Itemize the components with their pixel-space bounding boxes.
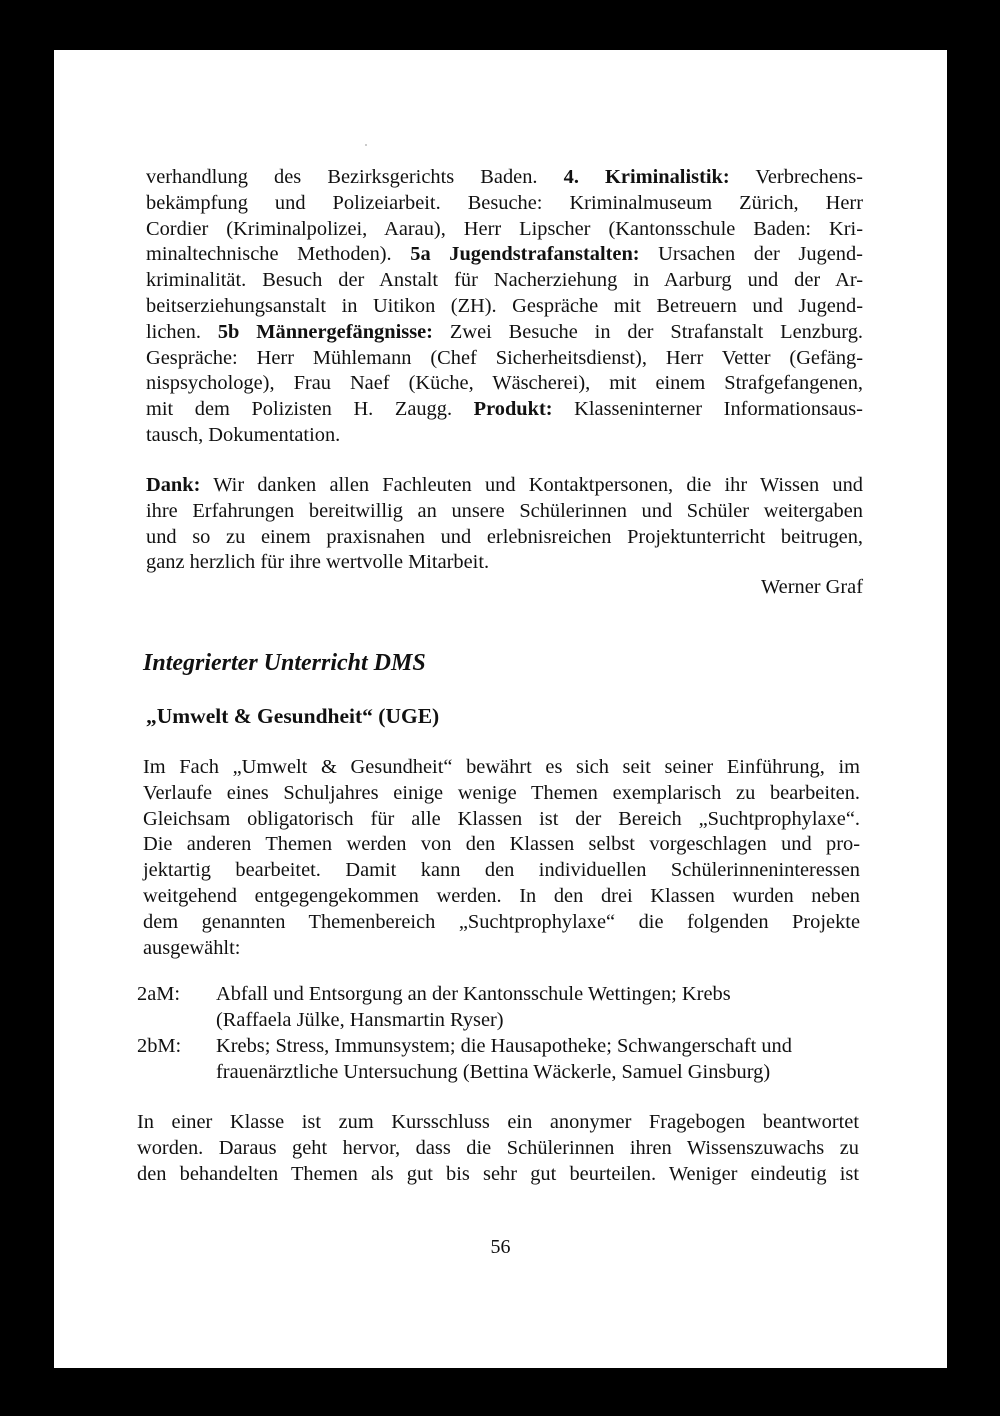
text-run: Die anderen Themen werden von den Klassen selbst vorgeschlagen und pro- <box>143 833 860 856</box>
project-description <box>216 982 731 1034</box>
class-code: 2bM: <box>137 1035 182 1057</box>
bold-text: 5b Männergefängnisse: <box>217 320 433 343</box>
text-line <box>143 910 860 936</box>
text-line <box>146 242 863 268</box>
text-run: kriminalität. Besuch der Anstalt für Nacherziehung in Aarburg und der Ar- <box>146 269 863 292</box>
text-line <box>146 550 863 576</box>
text-run: Verlaufe eines Schuljahres einige wenige Themen exemplarisch zu bearbeiten. <box>143 781 860 804</box>
text-run: Klasseninterner Informationsaus- <box>552 398 863 421</box>
project-line: (Raffaela Jülke, Hansmartin Ryser) <box>216 1008 504 1031</box>
text-line <box>143 858 860 884</box>
text-run: lichen. <box>146 320 218 343</box>
list-item <box>137 1034 877 1086</box>
text-run: nispsychologe), Frau Naef (Küche, Wäscherei), mit einem Strafgefangenen, <box>146 372 863 395</box>
text-run: dem genannten Themenbereich „Suchtprophylaxe“ die folgenden Projekte <box>143 910 860 933</box>
page-number: 56 <box>490 1236 511 1258</box>
text-line <box>137 1110 859 1136</box>
project-line: frauenärztliche Untersuchung (Bettina Wäckerle, Samuel Ginsburg) <box>216 1060 771 1083</box>
text-line <box>143 807 860 833</box>
text-run: bekämpfung und Polizeiarbeit. Besuche: Kriminalmuseum Zürich, Herr <box>146 191 863 214</box>
text-line <box>146 397 863 423</box>
text-line <box>146 346 863 372</box>
text-line <box>146 320 863 346</box>
paragraph-acknowledgement <box>146 473 863 576</box>
text-line <box>146 165 863 191</box>
text-run: ganz herzlich für ihre wertvolle Mitarbeit. <box>146 551 490 574</box>
text-run: Wir danken allen Fachleuten und Kontaktpersonen, die ihr Wissen und <box>200 474 863 496</box>
text-run: Ursachen der Jugend- <box>639 243 863 266</box>
author-signature: Werner Graf <box>761 576 863 598</box>
project-description <box>216 1034 792 1086</box>
text-run: minaltechnische Methoden). <box>146 243 411 266</box>
text-run: jektartig bearbeitet. Damit kann den individuellen Schülerinneninteressen <box>143 859 860 882</box>
text-line <box>146 217 863 243</box>
bold-text: Produkt: <box>473 398 553 421</box>
text-run: beitserziehungsanstalt in Uitikon (ZH). Gespräche mit Betreuern und Jugend- <box>146 294 863 317</box>
text-line <box>143 936 860 962</box>
text-run: mit dem Polizisten H. Zaugg. <box>146 398 474 421</box>
text-run: Cordier (Kriminalpolizei, Aarau), Herr Lipscher (Kantonsschule Baden: Kri- <box>146 217 863 240</box>
text-run: In einer Klasse ist zum Kursschluss ein anonymer Fragebogen beantwortet <box>137 1111 859 1133</box>
text-run: weitgehend entgegengekommen werden. In den drei Klassen wurden neben <box>143 884 860 907</box>
paragraph-uge-intro <box>143 755 860 961</box>
paragraph-project-details <box>146 165 863 449</box>
text-line <box>146 294 863 320</box>
text-run: Zwei Besuche in der Strafanstalt Lenzburg. <box>432 320 863 343</box>
bold-text: Dank: <box>146 474 201 496</box>
text-line <box>137 1162 859 1188</box>
text-run: ausgewählt: <box>143 936 241 959</box>
text-run: und so zu einem praxisnahen und erlebnisreichen Projektunterricht beitrugen, <box>146 525 863 548</box>
bold-text: 4. Kriminalistik: <box>563 166 730 188</box>
section-heading: Integrierter Unterricht DMS <box>143 650 426 676</box>
text-line <box>143 832 860 858</box>
text-line <box>146 525 863 551</box>
text-run: den behandelten Themen als gut bis sehr gut beurteilen. Weniger eindeutig ist <box>137 1162 859 1185</box>
text-line <box>146 268 863 294</box>
text-run: Verbrechens- <box>729 166 863 188</box>
text-run: Im Fach „Umwelt & Gesundheit“ bewährt es sich seit seiner Einführung, im <box>143 756 860 778</box>
text-line <box>146 473 863 499</box>
paragraph-evaluation <box>137 1110 859 1187</box>
document-page <box>54 50 947 1368</box>
scan-speck <box>365 144 367 146</box>
text-run: Gespräche: Herr Mühlemann (Chef Sicherheitsdienst), Herr Vetter (Gefäng- <box>146 346 863 369</box>
text-line <box>146 499 863 525</box>
class-code: 2aM: <box>137 983 181 1005</box>
text-line <box>143 755 860 781</box>
list-item <box>137 982 877 1034</box>
bold-text: 5a Jugendstrafanstalten: <box>410 243 640 266</box>
project-line: Krebs; Stress, Immunsystem; die Hausapotheke; Schwangerschaft und <box>216 1035 792 1057</box>
text-line <box>137 1136 859 1162</box>
text-line <box>143 781 860 807</box>
text-line <box>143 884 860 910</box>
text-run: tausch, Dokumentation. <box>146 423 341 446</box>
text-run: ihre Erfahrungen bereitwillig an unsere Schülerinnen und Schüler weitergaben <box>146 499 863 522</box>
subsection-heading: „Umwelt & Gesundheit“ (UGE) <box>146 704 440 728</box>
class-project-list <box>137 982 877 1086</box>
text-line <box>146 371 863 397</box>
text-line <box>146 423 863 449</box>
project-line: Abfall und Entsorgung an der Kantonsschule Wettingen; Krebs <box>216 983 731 1005</box>
text-line <box>146 191 863 217</box>
text-run: worden. Daraus geht hervor, dass die Schülerinnen ihren Wissenszuwachs zu <box>137 1136 859 1159</box>
text-run: Gleichsam obligatorisch für alle Klassen ist der Bereich „Suchtprophylaxe“. <box>143 807 860 830</box>
text-run: verhandlung des Bezirksgerichts Baden. <box>146 166 564 188</box>
